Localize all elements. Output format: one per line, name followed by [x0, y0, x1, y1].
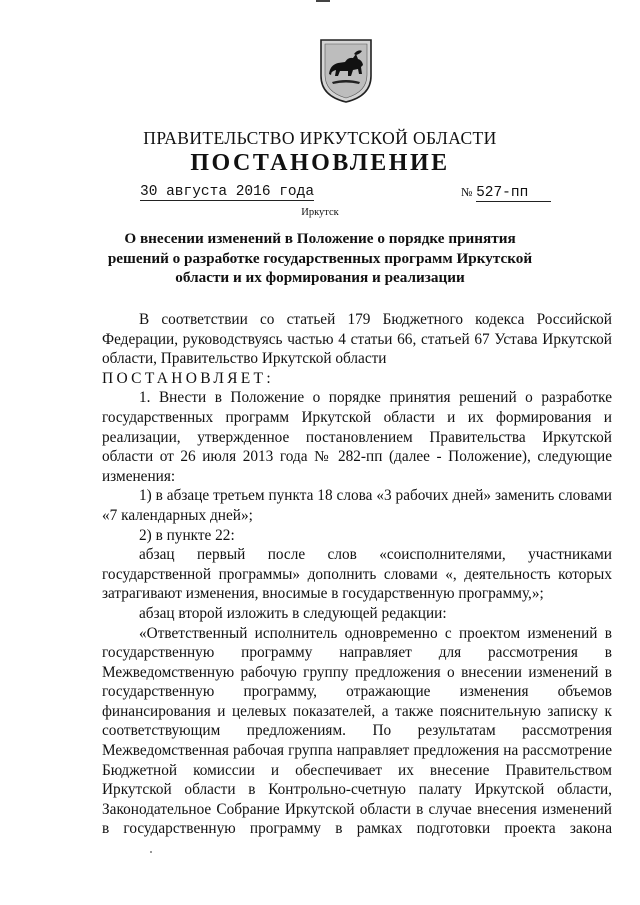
paragraph-second-abzac: абзац второй изложить в следующей редакции: [139, 604, 447, 622]
organization-name: ПРАВИТЕЛЬСТВО ИРКУТСКОЙ ОБЛАСТИ [143, 128, 497, 148]
paragraph-new-text: «Ответственный исполнитель одновременно с проектом изменений в государственную программу направляет для рассмотрения в Межведомственную рабочую группу предложения о внесении изменений в государственную программу, отражающие изменения объемов финансирования и целевых показателей, а также пояснительную записку к соответствующим предложениям. По результатам рассмотрения Межведомственная рабочая группа направляет предложения на рассмотрение Бюджетной комиссии и обеспечивает их внесение Правительством Иркутской области в Контрольно-счетную палату Иркутской области, Законодательное Собрание Иркутской области в случае внесения изменений в государственную программу в рамках подготовки проекта закона [102, 624, 612, 838]
number-sign: № [461, 185, 473, 199]
paragraph-item-1: 1. Внести в Положение о порядке принятия решений о разработке государственных программ Иркутской области и их формирования и реализации, утвержденное постановлением Правительства Иркутской области от 26 июля 2013 года № 282-пп (далее - Положение), следующие изменения: [102, 389, 612, 485]
document-body [102, 310, 612, 839]
number-value: 527-пп [476, 185, 551, 202]
scan-speck [150, 851, 152, 853]
paragraph-subitem-1: 1) в абзаце третьем пункта 18 слова «3 рабочих дней» заменить словами «7 календарных дней»; [102, 487, 612, 524]
document-number [461, 184, 551, 202]
document-title: О внесении изменений в Положение о порядке принятия решений о разработке государственных программ Иркутской области и их формирования и реализации [107, 230, 533, 286]
decree-word: ПОСТАНОВЛЯЕТ: [102, 369, 274, 387]
paragraph-first-abzac: абзац первый после слов «соисполнителями, участниками государственной программы» дополнить словами «, деятельность которых затрагивают изменения, вносимые в государственную программу,»; [102, 546, 612, 603]
date-value: 30 августа 2016 года [140, 184, 315, 200]
paragraph-subitem-2: 2) в пункте 22: [139, 526, 235, 544]
coat-of-arms-icon [318, 38, 374, 104]
city-name: Иркутск [301, 207, 339, 218]
paragraph-preamble: В соответствии со статьей 179 Бюджетного кодекса Российской Федерации, руководствуясь частью 4 статьи 66, статьей 67 Устава Иркутской области, Правительство Иркутской области [102, 311, 612, 368]
page-top-mark [316, 0, 330, 2]
document-type: ПОСТАНОВЛЕНИЕ [190, 150, 450, 176]
document-date [140, 184, 314, 200]
